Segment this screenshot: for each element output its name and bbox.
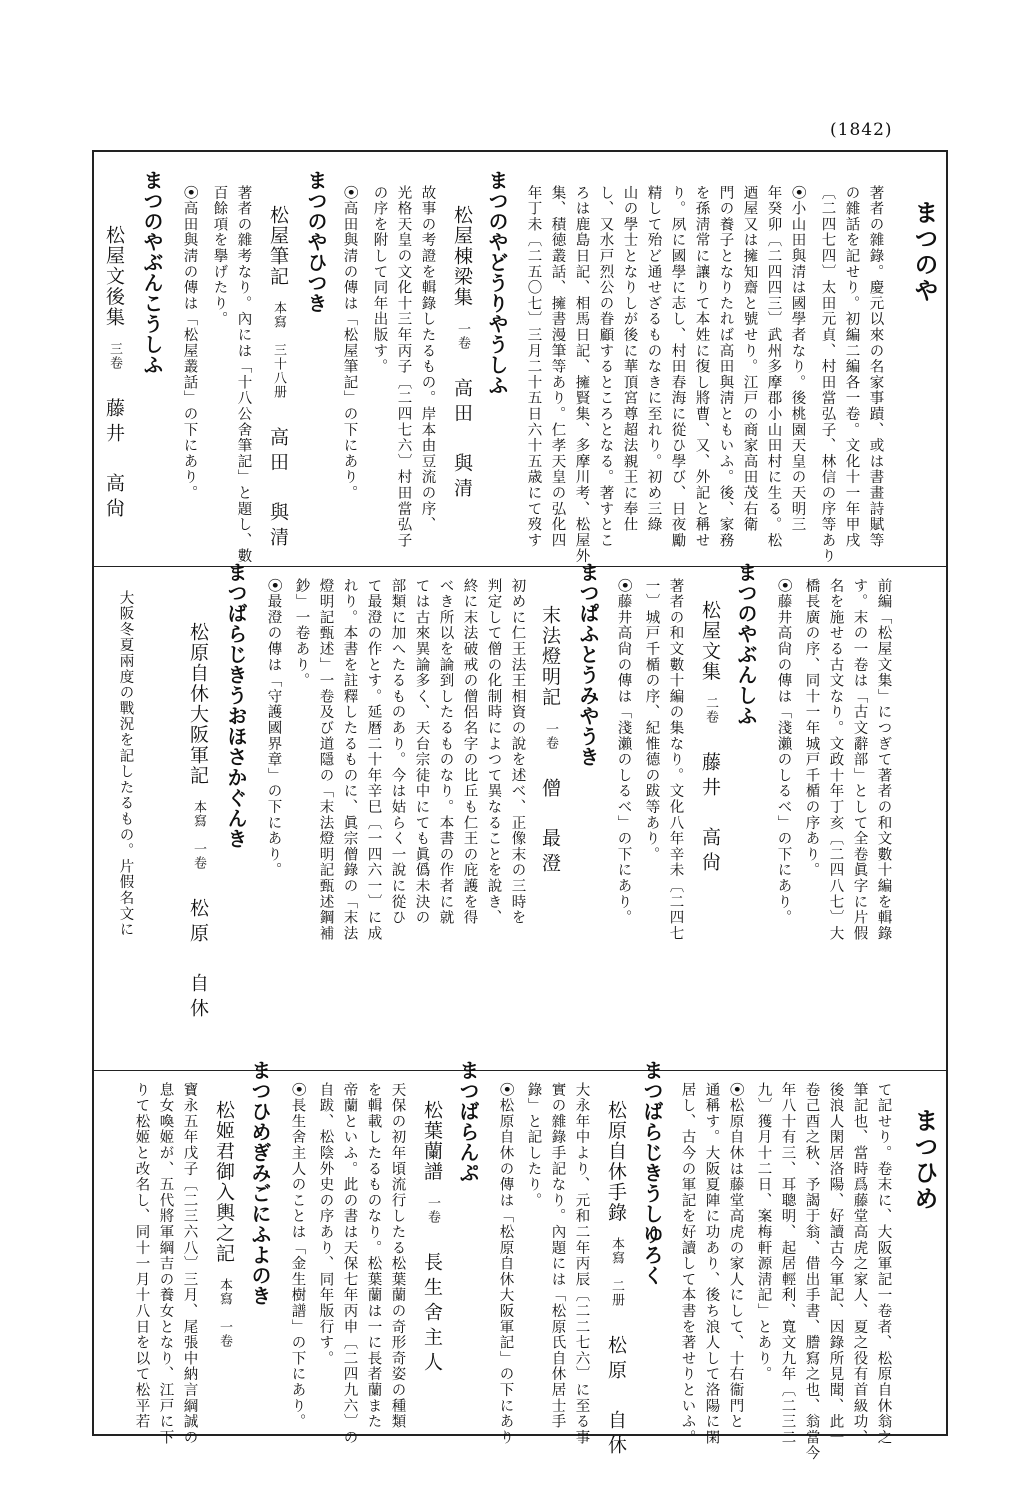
note-line: り。夙に國學に志し、村田春海に從ひ學び、日夜勵 (669, 185, 686, 549)
entry-author: 長生舍主人 (421, 1252, 443, 1377)
entry-heading-rampu: まつばらんぷ (456, 1060, 480, 1183)
text-line: 前編「松屋文集」につぎて著者の和文數十編を輯錄 (875, 578, 892, 942)
entry-heading-shuroku: まつばらじきうしゆろく (640, 1060, 664, 1286)
text-line: 帝蘭といふ。此の書は天保七年丙申〔二四九六〕の (341, 1082, 358, 1446)
entry-heading-houtou: まつぱふとうみやうき (576, 562, 600, 767)
entry-volumes: 一卷 (543, 721, 558, 750)
text-line: 大阪冬夏兩度の戰況を記したるもの。片假名文に (117, 590, 134, 938)
entry-heading-osakagunki: まつばらじきうおほさかぐんき (224, 562, 248, 849)
text-line: 息女喚姬が、五代將軍綱吉の養女となり、江戸に下 (157, 1082, 174, 1446)
note-line: ⦿藤井高尙の傳は「淺瀨のしるべ」の下にあり。 (615, 578, 632, 926)
note-line: ⦿小山田與清は國學者なり。後桃園天皇の天明三 (789, 185, 806, 533)
entry-title-row (452, 205, 471, 503)
note-line: ⦿松原自休の傳は「松原自休大阪軍記」の下にあり (497, 1082, 514, 1446)
entry-title: 末法燈明記 (539, 605, 561, 708)
note-line: 年丁未〔二五〇七〕三月二十五日六十五歳にて歿す (525, 185, 542, 549)
section-heading-matsunoya: まつのや (910, 200, 939, 304)
entry-title: 松原自休大阪軍記 (187, 622, 209, 786)
entry-title-row (188, 622, 207, 1023)
entry-title-row (268, 205, 287, 552)
text-line: 鈔」一卷あり。 (293, 578, 310, 689)
entry-author: 松原 自休 (605, 1335, 627, 1460)
entry-heading-hikki: まつのやひつき (304, 170, 328, 314)
entry-title-row (422, 1100, 441, 1377)
note-line: 年癸卯〔二四四三〕武州多摩郡小山田村に生る。松 (765, 185, 782, 549)
note-line: し、又水戸烈公の眷顧するところとなる。著すとこ (597, 185, 614, 549)
entry-volumes: 本寫 三十八册 (271, 301, 286, 399)
note-line: 迺屋又は擁知齋と號せり。江戸の商家高田茂右衛 (741, 185, 758, 533)
text-line: 故事の考證を輯錄したるもの。岸本由豆流の序、 (419, 185, 436, 533)
note-line: ⦿高田與淸の傳は「松屋叢話」の下にあり。 (181, 185, 198, 501)
entry-volumes: 一卷 (425, 1196, 440, 1224)
text-line: 大永年中より、元和二年丙辰〔二二七六〕に至る事 (573, 1082, 590, 1446)
text-line: 年八十有三、耳聰明、起居輕利、寬文九年〔二三二 (779, 1082, 796, 1446)
note-line: ⦿松原自休は藤堂高虎の家人にして、十右衞門と (727, 1082, 744, 1430)
entry-volumes: 本寫 一卷 (191, 800, 206, 870)
section-heading-matsuhime: まつひめ (910, 1108, 939, 1212)
entry-heading-himegimi: まつひめぎみごにふよのき (248, 1060, 272, 1306)
text-line: 光格天皇の文化十三年丙子〔二四七六〕村田當弘子 (395, 185, 412, 549)
text-line: の雜話を記せり。初編二編各一卷。文化十一年甲戌 (843, 185, 860, 549)
page-number: (1842) (830, 120, 893, 140)
entry-title: 松原自休手錄 (605, 1100, 627, 1223)
entry-title: 松屋筆記 (267, 205, 289, 287)
text-line: 終に末法破戒の僧侶名字の比丘も仁王の庇護を得 (461, 578, 478, 926)
text-line: 天保の初年頃流行したる松葉蘭の奇形奇姿の種類 (389, 1082, 406, 1430)
entry-title: 松屋棟梁集 (451, 205, 473, 308)
note-line: ⦿最澄の傳は「守護國界章」の下にあり。 (265, 578, 282, 879)
entry-title: 松屋文集 (699, 600, 721, 682)
text-line: 一〕城戸千楯の序、紀惟德の跋等あり。 (643, 578, 660, 863)
note-line: を孫淸常に讓りて本姓に復し將曹、又、外記と稱せ (693, 185, 710, 549)
text-line: 燈明記甄述」一卷及び道隱の「末法燈明記甄述鋼補 (317, 578, 334, 942)
note-line: 門の養子となりたれば高田與淸ともいふ。後、家務 (717, 185, 734, 549)
text-line: 著者の雜考なり。內には「十八公舍筆記」と題し、數 (235, 185, 252, 565)
entry-author: 藤井 高尙 (103, 397, 125, 523)
entry-author: 高田 與清 (451, 377, 473, 503)
text-line: て最澄の作とす。延暦二十年辛巳〔一四六一〕に成 (365, 578, 382, 942)
text-line: ては古來異論多く、天台宗徒中にても眞僞未決の (413, 578, 430, 926)
entry-volumes: 本寫 二册 (609, 1237, 624, 1307)
text-line: れり。本書を註釋したるものに、眞宗僧錄の「末法 (341, 578, 358, 942)
entry-title-row (104, 225, 123, 523)
note-line: 集、積徳叢話、擁書漫筆等あり。仁孝天皇の弘化四 (549, 185, 566, 549)
entry-title-row (606, 1100, 625, 1460)
note-line: ⦿長生舍主人のことは「金生樹譜」の下にあり。 (289, 1082, 306, 1430)
text-line: 九〕獲月十二日、案梅軒源淸記」とあり。 (755, 1082, 772, 1383)
text-line: 判定して僧の化制時によつて異なることを說き、 (485, 578, 502, 926)
bottom-divider (92, 1070, 948, 1071)
entry-volumes: 二卷 (703, 696, 718, 724)
entry-title-row (540, 605, 559, 878)
entry-volumes: 三卷 (107, 341, 122, 370)
entry-author: 僧 最澄 (539, 777, 561, 878)
entry-author: 藤井 高尙 (699, 752, 721, 877)
text-line: 錄」と記したり。 (525, 1082, 542, 1209)
note-line: ⦿高田與清の傳は「松屋筆記」の下にあり。 (341, 185, 358, 501)
entry-title-row (214, 1100, 233, 1348)
text-line: 卷己酉之秋、予謁于翁、借出手書、謄寫之也、翁當今 (803, 1082, 820, 1462)
note-line: 通稱す。大阪夏陣に功あり、後ち浪人して洛陽に閑 (703, 1082, 720, 1446)
entry-title: 松葉蘭譜 (421, 1100, 443, 1182)
note-line: 居し、古今の軍記を好讀して本書を著せりといふ。 (679, 1082, 696, 1446)
entry-title: 松屋文後集 (103, 225, 125, 328)
text-line: 實の雜錄手記なり。內題には「松原氏自休居士手 (549, 1082, 566, 1430)
text-line: の序を附して同年出版す。 (371, 185, 388, 375)
text-line: 百餘項を擧げたり。 (211, 185, 228, 328)
entry-volumes: 一卷 (455, 321, 470, 350)
entry-title-row (700, 600, 719, 877)
entry-heading-bunshu: まつのやぶんしふ (734, 562, 758, 726)
text-line: 部類に加へたるものあり。今は姑らく一說に從ひ (389, 578, 406, 926)
entry-heading-bungoshu: まつのやぶんこうしふ (140, 170, 164, 375)
text-line: 筆記也、當時爲藤堂高虎之家人、夏之役有首級功、 (851, 1082, 868, 1446)
entry-title: 松姬君御入輿之記 (213, 1100, 235, 1264)
text-line: べき所以を論到したるものなり。本書の作者に就 (437, 578, 454, 926)
text-line: 寶永五年戊子〔二三六八〕三月、尾張中納言綱誠の (181, 1082, 198, 1446)
note-line: ろは鹿島日記、相馬日記、擁賢集、多摩川考、松屋外 (573, 185, 590, 565)
note-line: 精して殆ど通せざるものなきに至れり。初め三綠 (645, 185, 662, 533)
entry-author: 高田 與清 (267, 427, 289, 552)
entry-heading-douryoushu: まつのやどうりやうしふ (485, 170, 509, 396)
note-line: ⦿藤井高尙の傳は「淺瀨のしるべ」の下にあり。 (775, 578, 792, 926)
text-line: 初めに仁王法王相資の說を述べ、正像末の三時を (509, 578, 526, 926)
text-line: 後浪人閑居洛陽、好讀古今軍記、因錄所見聞、此一 (827, 1082, 844, 1446)
text-line: 名を施せる古文なり。文政十年丁亥〔二四八七〕大 (827, 578, 844, 942)
text-line: 〔二四七四〕太田元貞、村田當弘子、林信の序等あり (819, 185, 836, 565)
text-line: 著者の雜錄。慶元以來の名家事蹟、或は書畫詩賦等 (867, 185, 884, 549)
entry-volumes: 本寫 一卷 (217, 1278, 232, 1348)
text-line: を輯載したるものなり。松葉蘭は一に長者蘭また (365, 1082, 382, 1430)
text-line: 著者の和文數十編の集なり。文化八年辛未〔二四七 (667, 578, 684, 942)
text-line: す。末の一卷は「古文辭部」として全卷眞字に片假 (851, 578, 868, 942)
text-line: 自跋、松陰外史の序あり、同年版行す。 (317, 1082, 334, 1367)
text-line: りて松姬と改名し、同十一月十八日を以て松平若 (133, 1082, 150, 1430)
text-line: 橋長廣の序、同十一年城戸千楯の序あり。 (803, 578, 820, 879)
text-line: て記せり。卷末に、大阪軍記一卷者、松原自休翁之 (875, 1082, 892, 1446)
entry-author: 松原 自休 (187, 898, 209, 1023)
note-line: 山の學士となりしが後に華頂宮尊超法親王に奉仕 (621, 185, 638, 533)
top-divider (92, 566, 948, 567)
